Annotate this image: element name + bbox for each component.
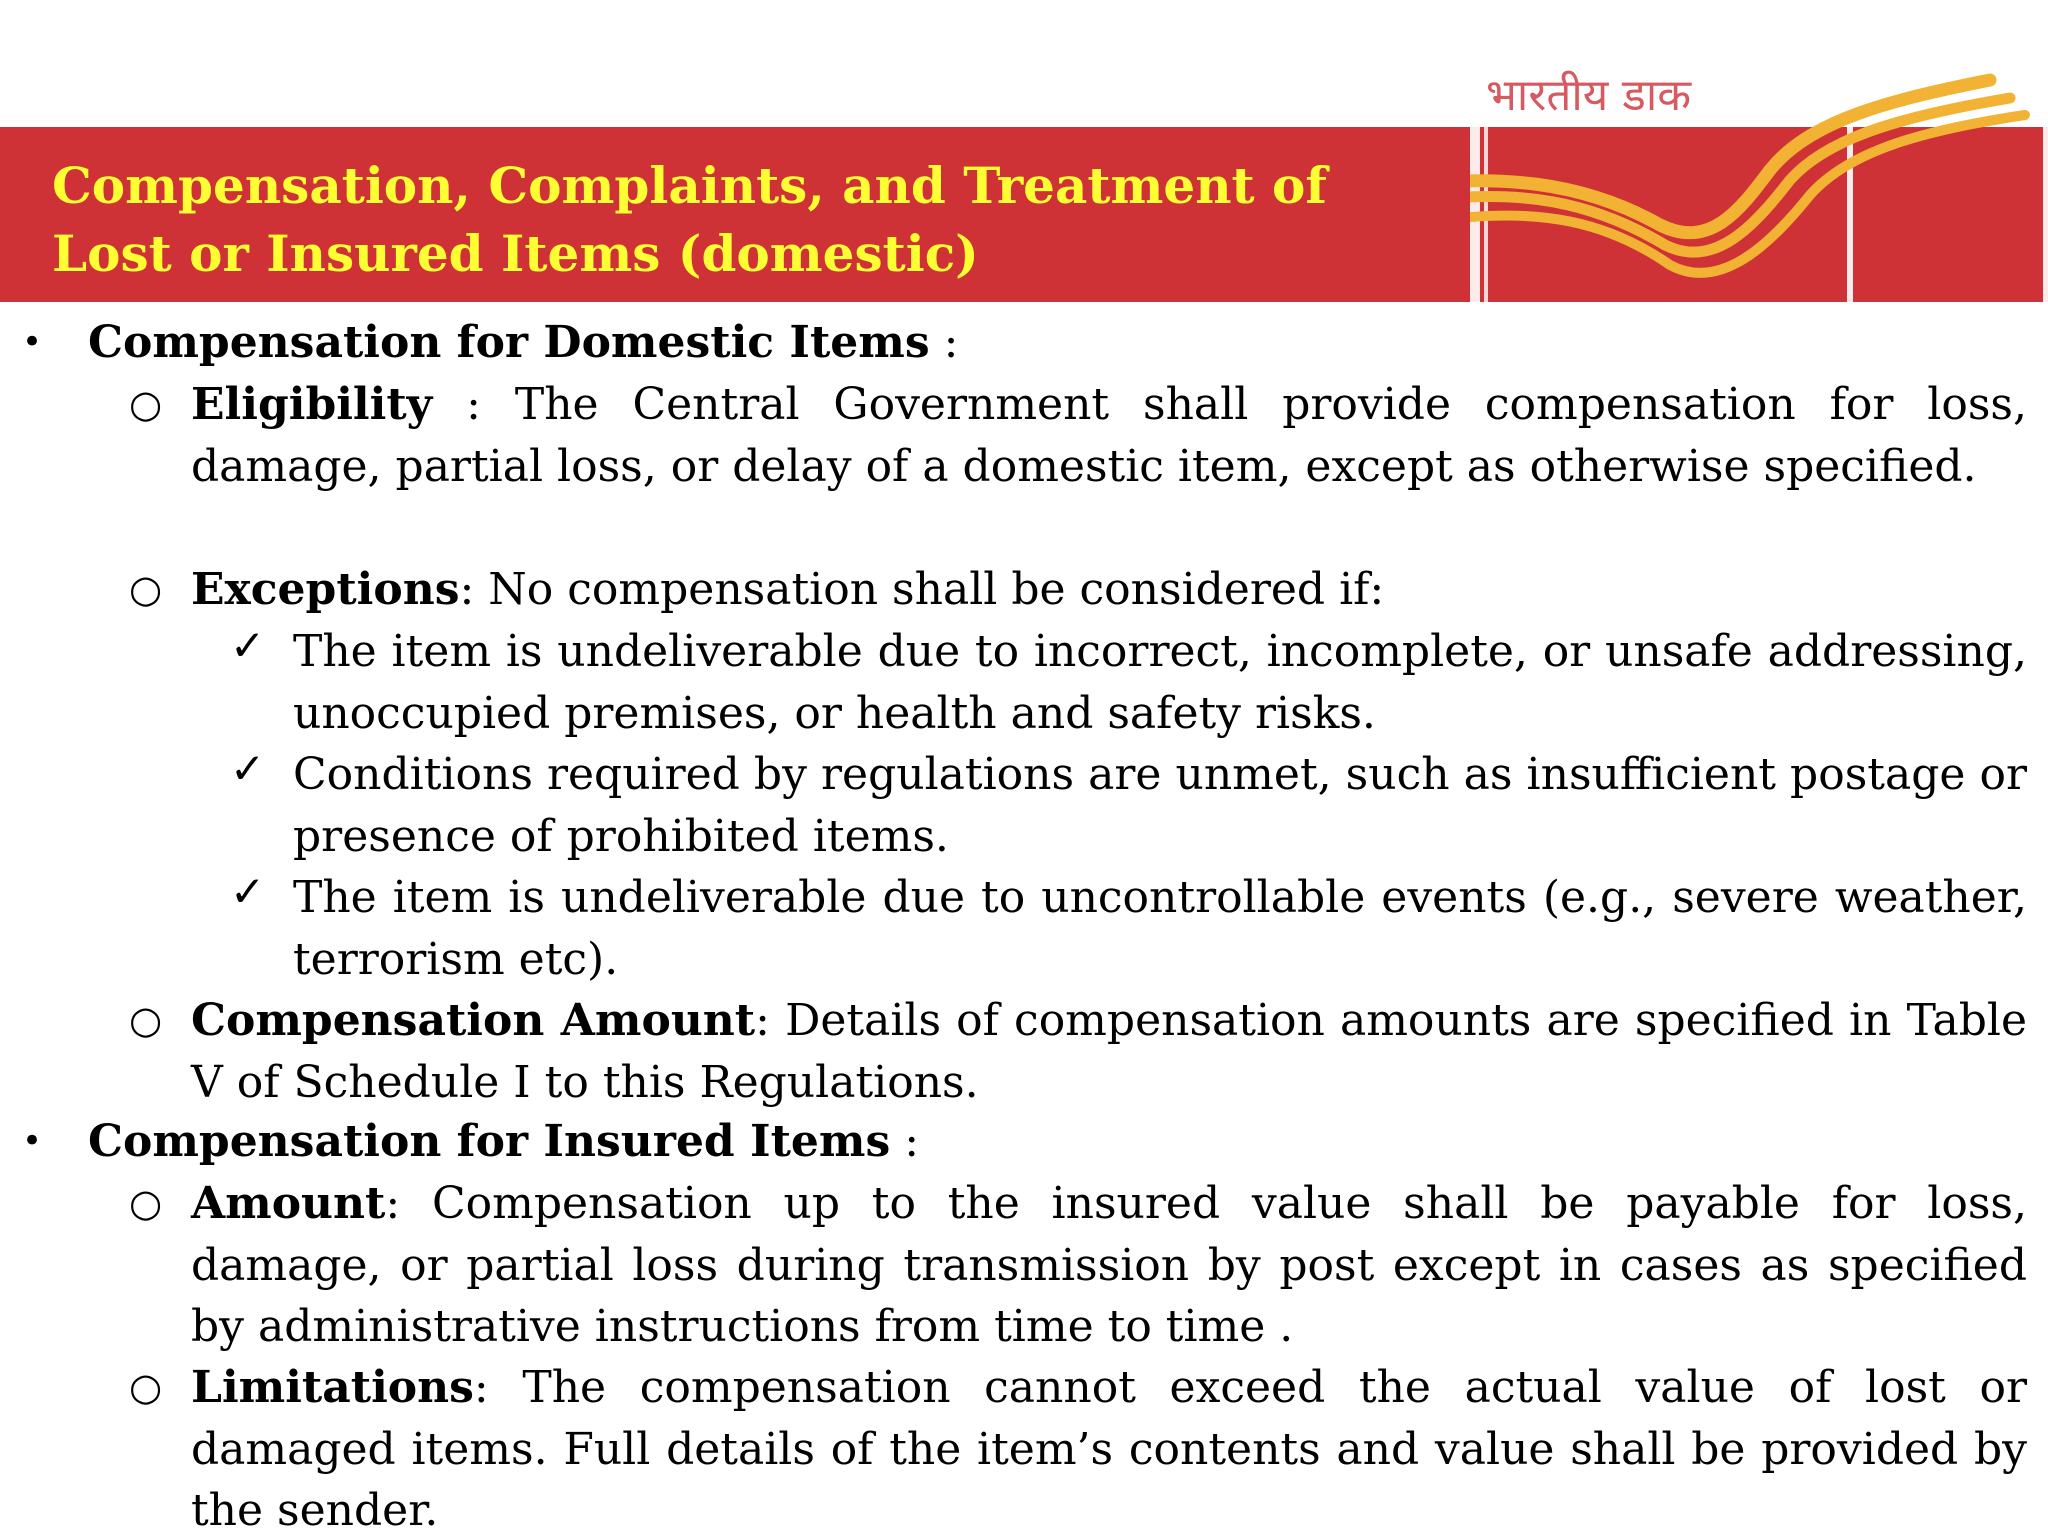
list-item-exceptions [129,559,2027,621]
list-item-limitations [129,1357,2028,1536]
slide-title [52,152,1392,288]
section-heading-suffix: : [929,317,959,368]
list-item-eligibility [129,374,2027,497]
item-separator: : [459,564,489,615]
item-separator: : [755,995,786,1046]
item-text: Compensation up to the insured value shall be payable for loss, damage, or partial loss during transmission by post except in cases as specified by administrative instructions from time to time . [191,1178,2027,1352]
slide-title-line-2: Lost or Insured Items (domestic) [52,224,979,283]
section-heading-text: Compensation for Insured Items [88,1116,891,1167]
item-label: Eligibility [191,379,433,430]
item-separator: : [473,1362,523,1413]
item-separator: : [432,379,515,430]
item-label: Exceptions [191,564,460,615]
checkmark-icon: ✓ [230,867,266,916]
item-separator: : [385,1178,432,1229]
list-item-compensation-amount [129,990,2028,1113]
section-heading-insured [22,1111,2028,1173]
sub-item-text: The item is undeliverable due to incorrect, incomplete, or unsafe addressing, unoccupied premises, or health and safety risks. [293,626,2027,739]
india-post-logo [1470,60,2048,305]
hollow-circle-icon: ○ [129,998,163,1042]
item-label: Amount [191,1178,386,1229]
hollow-circle-icon: ○ [129,382,163,426]
section-heading-domestic [22,312,2028,374]
sub-item-text: The item is undeliverable due to uncontrollable events (e.g., severe weather, terrorism etc). [293,872,2027,985]
bullet-dot-icon: • [22,322,43,362]
item-label: Compensation Amount [191,995,756,1046]
list-item-amount [129,1173,2027,1358]
slide-body [0,308,2048,1536]
logo-text: भारतीय डाक [1486,70,1692,121]
checkmark-icon: ✓ [230,744,266,793]
sub-item-exception-1 [230,621,2027,744]
item-label: Limitations [191,1362,474,1413]
hollow-circle-icon: ○ [129,567,163,611]
item-text: Details of compensation amounts are specified in Table V of Schedule I to this Regulations. [191,995,2028,1108]
sub-item-exception-3 [230,867,2027,990]
hollow-circle-icon: ○ [129,1365,163,1409]
section-heading-suffix: : [890,1116,920,1167]
section-heading-text: Compensation for Domestic Items [88,317,930,368]
sub-item-text: Conditions required by regulations are unmet, such as insufficient postage or presence of prohibited items. [293,749,2027,862]
sub-item-exception-2 [230,744,2027,867]
hollow-circle-icon: ○ [129,1181,163,1225]
item-text: The compensation cannot exceed the actual value of lost or damaged items. Full details of the item’s contents and value shall be provided by the sender. [191,1362,2028,1536]
slide-title-line-1: Compensation, Complaints, and Treatment of [52,156,1327,215]
item-text: No compensation shall be considered if: [488,564,1385,615]
checkmark-icon: ✓ [230,621,266,670]
item-text: The Central Government shall provide compensation for loss, damage, partial loss, or delay of a domestic item, except as otherwise specified. [191,379,2027,492]
bullet-dot-icon: • [22,1121,43,1161]
